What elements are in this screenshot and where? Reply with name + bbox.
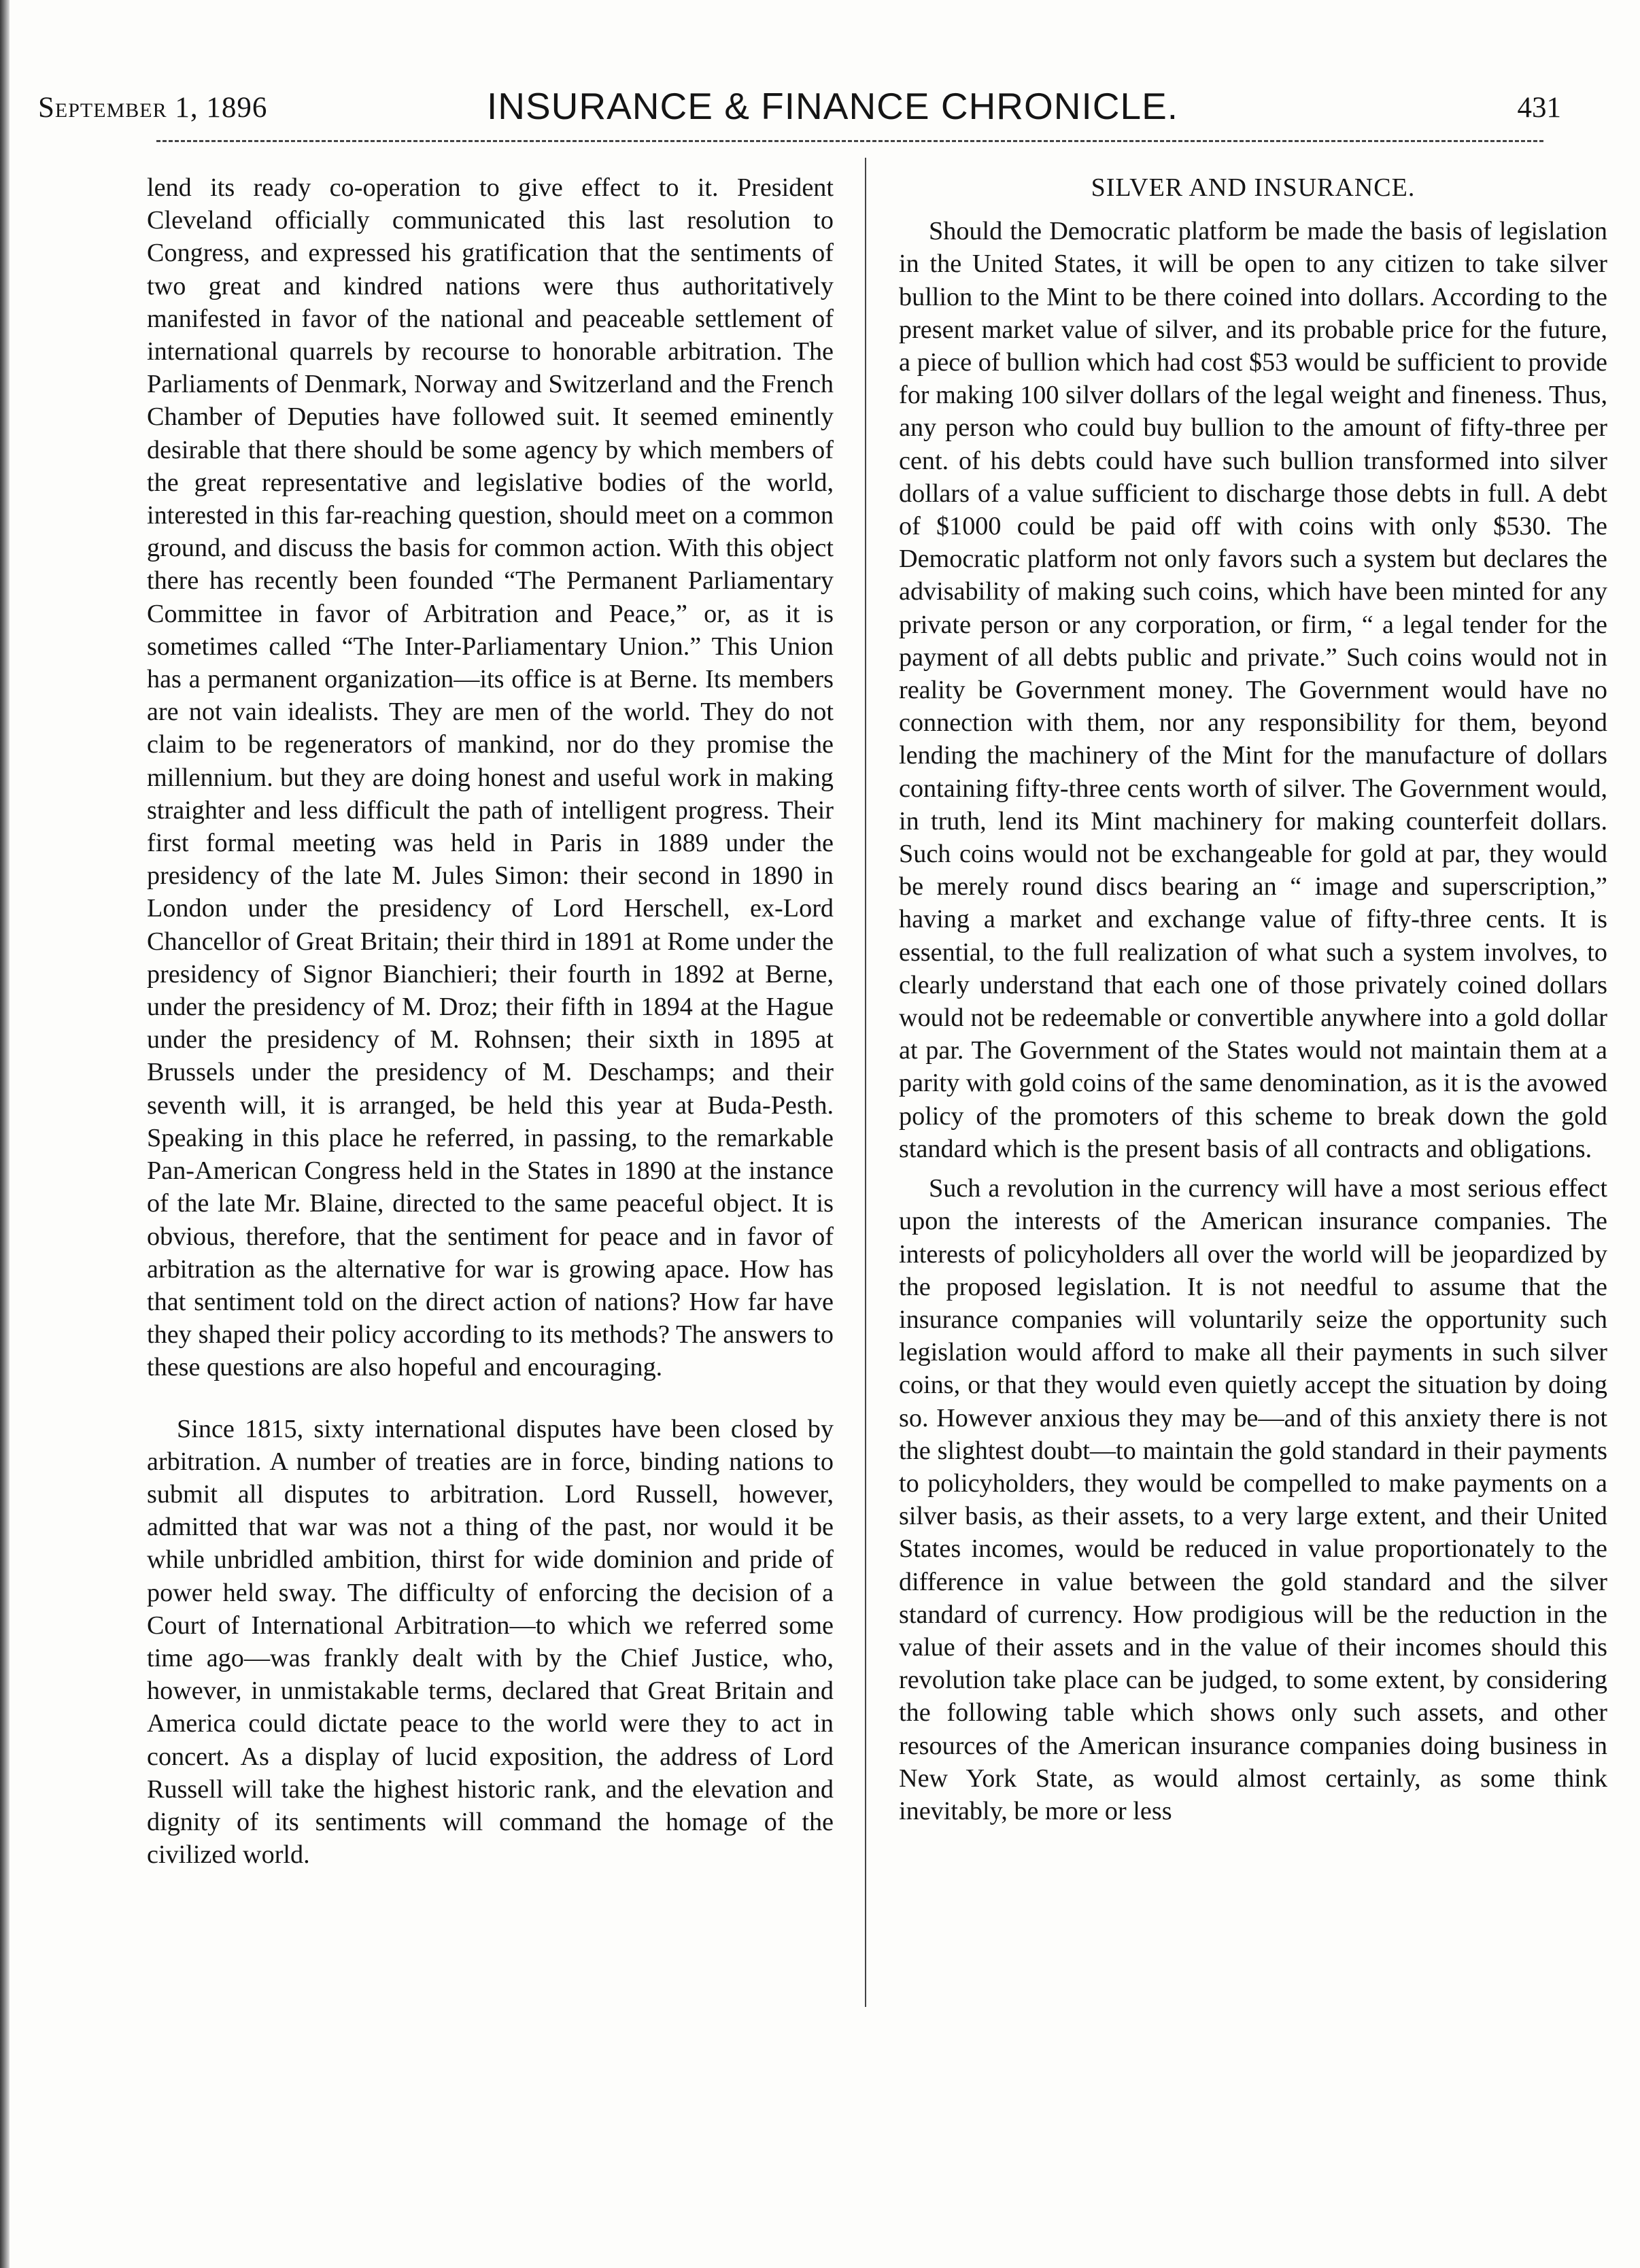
header-date: September 1, 1896	[38, 92, 268, 124]
section-title: SILVER AND INSURANCE.	[1091, 173, 1416, 202]
left-column	[147, 171, 834, 1871]
right-paragraph-2: Such a revolution in the currency will have a most serious effect upon the interests of the American insurance companies. The interests of policyholders all over the world will be jeopardized by the proposed legislation. It is not needful to assume that the insurance companies will voluntarily seize the opportunity such legislation would afford to make all their payments in such silver coins, or that they would even quietly accept the situation by doing so. However anxious they may be—and of this anxiety there is not the slightest doubt—to maintain the gold standard in their payments to policyholders, they would be compelled to make payments on a silver basis, as their assets, to a very large extent, and their United States incomes, would be reduced in value proportionately to the difference in value between the gold standard and the silver standard of currency. How prodigious will be the reduction in the value of their assets and in the value of their incomes should this revolution take place can be judged, to some extent, by considering the following table which shows only such assets, and other resources of the American insurance companies doing business in New York State, as would almost certainly, as some think inevitably, be more or less	[899, 1174, 1607, 1825]
left-paragraph-1: lend its ready co-operation to give effect to it. President Cleveland officially communicated this last resolution to Congress, and expressed his gratification that the sentiments of two great and kindred nations were thus authoritatively manifested in favor of the national and peaceable settlement of international quarrels by recourse to honorable arbitration. The Parliaments of Denmark, Norway and Switzerland and the French Chamber of Deputies have followed suit. It seemed eminently desirable that there should be some agency by which members of the great representative and legislative bodies of the world, interested in this far-reaching question, should meet on a common ground, and discuss the basis for common action. With this object there has recently been founded “The Permanent Parliamentary Committee in favor of Arbitration and Peace,” or, as it is sometimes called “The Inter-Parliamentary Union.” This Union has a permanent organization—its office is at Berne. Its members are not vain idealists. They are men of the world. They do not claim to be regenerators of mankind, nor do they promise the millennium. but they are doing honest and useful work in making straighter and less difficult the path of intelligent progress. Their first formal meeting was held in Paris in 1889 under the presidency of the late M. Jules Simon: their second in 1890 in London under the presidency of Lord Herschell, ex-Lord Chancellor of Great Britain; their third in 1891 at Rome under the presidency of Signor Bianchieri; their fourth in 1892 at Berne, under the presidency of M. Droz; their fifth in 1894 at the Hague under the presidency of M. Rohnsen; their sixth in 1895 at Brussels under the presidency of M. Deschamps; and their seventh will, it is arranged, be held this year at Buda-Pesth. Speaking in this place he referred, in passing, to the remarkable Pan-American Congress held in the States in 1890 at the instance of the late Mr. Blaine, directed to the same peaceful object. It is obvious, therefore, that the sentiment for peace and in favor of arbitration as the alternative for war is growing apace. How has that sentiment told on the direct action of nations? How far have they shaped their policy according to its methods? The answers to these questions are also hopeful and encouraging.	[147, 173, 834, 1382]
left-paragraph-2: Since 1815, sixty international disputes have been closed by arbitration. A number of treaties are in force, binding nations to submit all disputes to arbitration. Lord Russell, however, admitted that war was not a thing of the past, nor would it be while unbridled ambition, thirst for wide dominion and pride of power held sway. The difficulty of enforcing the decision of a Court of International Arbitration—to which we referred some time ago—was frankly dealt with by the Chief Justice, who, however, in unmistakable terms, declared that Great Britain and America could dictate peace to the world were they to act in concert. As a display of lucid exposition, the address of Lord Russell will take the highest historic rank, and the elevation and dignity of its sentiments will command the homage of the civilized world.	[147, 1414, 834, 1870]
header-rule	[156, 140, 1543, 142]
scan-edge	[0, 0, 10, 2268]
header-title: INSURANCE & FINANCE CHRONICLE.	[487, 85, 1179, 127]
page-header	[38, 82, 1561, 136]
header-page-number: 431	[1517, 92, 1561, 124]
right-column	[899, 171, 1607, 1827]
column-divider	[865, 158, 866, 2007]
right-paragraph-1: Should the Democratic platform be made the basis of legislation in the United States, it will be open to any citizen to take silver bullion to the Mint to be there coined into dollars. According to the present market value of silver, and its probable price for the future, a piece of bullion which had cost $53 would be sufficient to provide for making 100 silver dollars of the legal weight and fineness. Thus, any person who could buy bullion to the amount of fifty-three per cent. of his debts could have such bullion transformed into silver dollars of a value sufficient to discharge those debts in full. A debt of $1000 could be paid off with coins with only $530. The Democratic platform not only favors such a system but declares the advisability of making such coins, which have been minted for any private person or any corporation, or firm, “ a legal tender for the payment of all debts public and private.” Such coins would not in reality be Government money. The Government would have no connection with them, nor any responsibility for them, beyond lending the machinery of the Mint for the manufacture of dollars containing fifty-three cents worth of silver. The Government would, in truth, lend its Mint machinery for making counterfeit dollars. Such coins would not be exchangeable for gold at par, they would be merely round discs bearing an “ image and superscription,” having a market and exchange value of fifty-three cents. It is essential, to the full realization of what such a system involves, to clearly understand that each one of those privately coined dollars would not be redeemable or convertible anywhere into a gold dollar at par. The Government of the States would not maintain them at a parity with gold coins of the same denomination, as it is the avowed policy of the promoters of this scheme to break down the gold standard which is the present basis of all contracts and obligations.	[899, 217, 1607, 1163]
